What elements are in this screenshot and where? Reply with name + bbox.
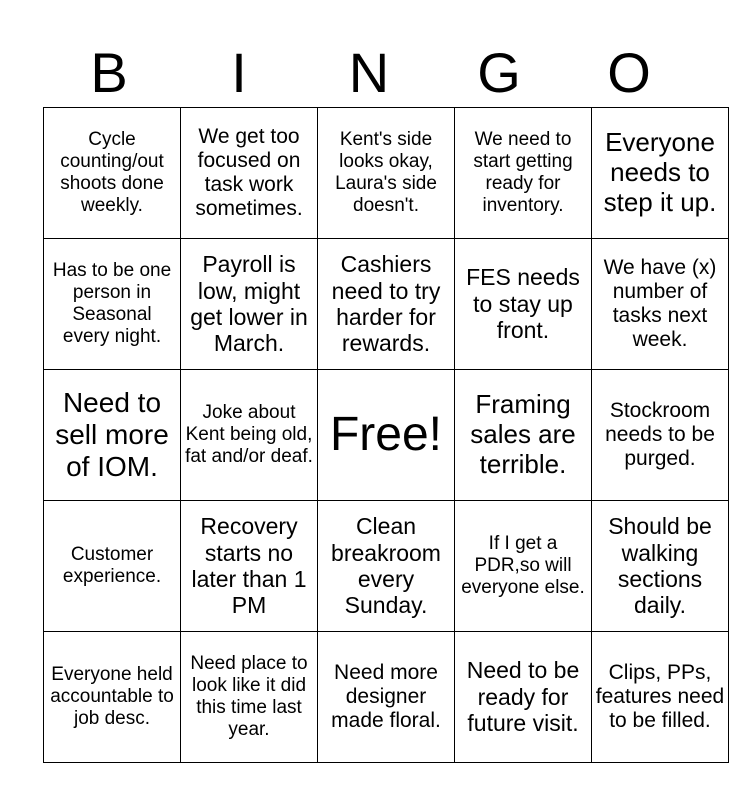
bingo-cell-o1[interactable]: Everyone needs to step it up. (592, 108, 729, 239)
bingo-cell-n1[interactable]: Kent's side looks okay, Laura's side doesn't. (318, 108, 455, 239)
bingo-cell-i5[interactable]: Need place to look like it did this time last year. (181, 632, 318, 763)
bingo-cell-o5[interactable]: Clips, PPs, features need to be filled. (592, 632, 729, 763)
grid-row-1 (44, 108, 729, 239)
grid-row-5 (44, 632, 729, 763)
grid-row-4 (44, 501, 729, 632)
header-letter-g: G (477, 41, 521, 104)
bingo-cell-g1[interactable]: We need to start getting ready for inventory. (455, 108, 592, 239)
bingo-grid (43, 107, 729, 763)
bingo-cell-i4[interactable]: Recovery starts no later than 1 PM (181, 501, 318, 632)
bingo-cell-o2[interactable]: We have (x) number of tasks next week. (592, 239, 729, 370)
bingo-cell-o3[interactable]: Stockroom needs to be purged. (592, 370, 729, 501)
grid-row-3 (44, 370, 729, 501)
bingo-cell-i2[interactable]: Payroll is low, might get lower in March. (181, 239, 318, 370)
header-letter-i: I (231, 41, 247, 104)
bingo-cell-n4[interactable]: Clean breakroom every Sunday. (318, 501, 455, 632)
bingo-cell-n2[interactable]: Cashiers need to try harder for rewards. (318, 239, 455, 370)
bingo-cell-n5[interactable]: Need more designer made floral. (318, 632, 455, 763)
bingo-cell-i3[interactable]: Joke about Kent being old, fat and/or deaf. (181, 370, 318, 501)
bingo-cell-g2[interactable]: FES needs to stay up front. (455, 239, 592, 370)
bingo-cell-b5[interactable]: Everyone held accountable to job desc. (44, 632, 181, 763)
bingo-cell-b2[interactable]: Has to be one person in Seasonal every night. (44, 239, 181, 370)
bingo-cell-free[interactable]: Free! (318, 370, 455, 501)
bingo-header (44, 40, 694, 106)
bingo-cell-b3[interactable]: Need to sell more of IOM. (44, 370, 181, 501)
header-letter-b: B (90, 41, 128, 104)
bingo-cell-g4[interactable]: If I get a PDR,so will everyone else. (455, 501, 592, 632)
grid-row-2 (44, 239, 729, 370)
header-letter-o: O (607, 41, 651, 104)
bingo-cell-b4[interactable]: Customer experience. (44, 501, 181, 632)
bingo-cell-b1[interactable]: Cycle counting/out shoots done weekly. (44, 108, 181, 239)
bingo-cell-o4[interactable]: Should be walking sections daily. (592, 501, 729, 632)
header-letter-n: N (348, 41, 390, 104)
bingo-cell-g3[interactable]: Framing sales are terrible. (455, 370, 592, 501)
bingo-cell-i1[interactable]: We get too focused on task work sometimes. (181, 108, 318, 239)
bingo-cell-g5[interactable]: Need to be ready for future visit. (455, 632, 592, 763)
